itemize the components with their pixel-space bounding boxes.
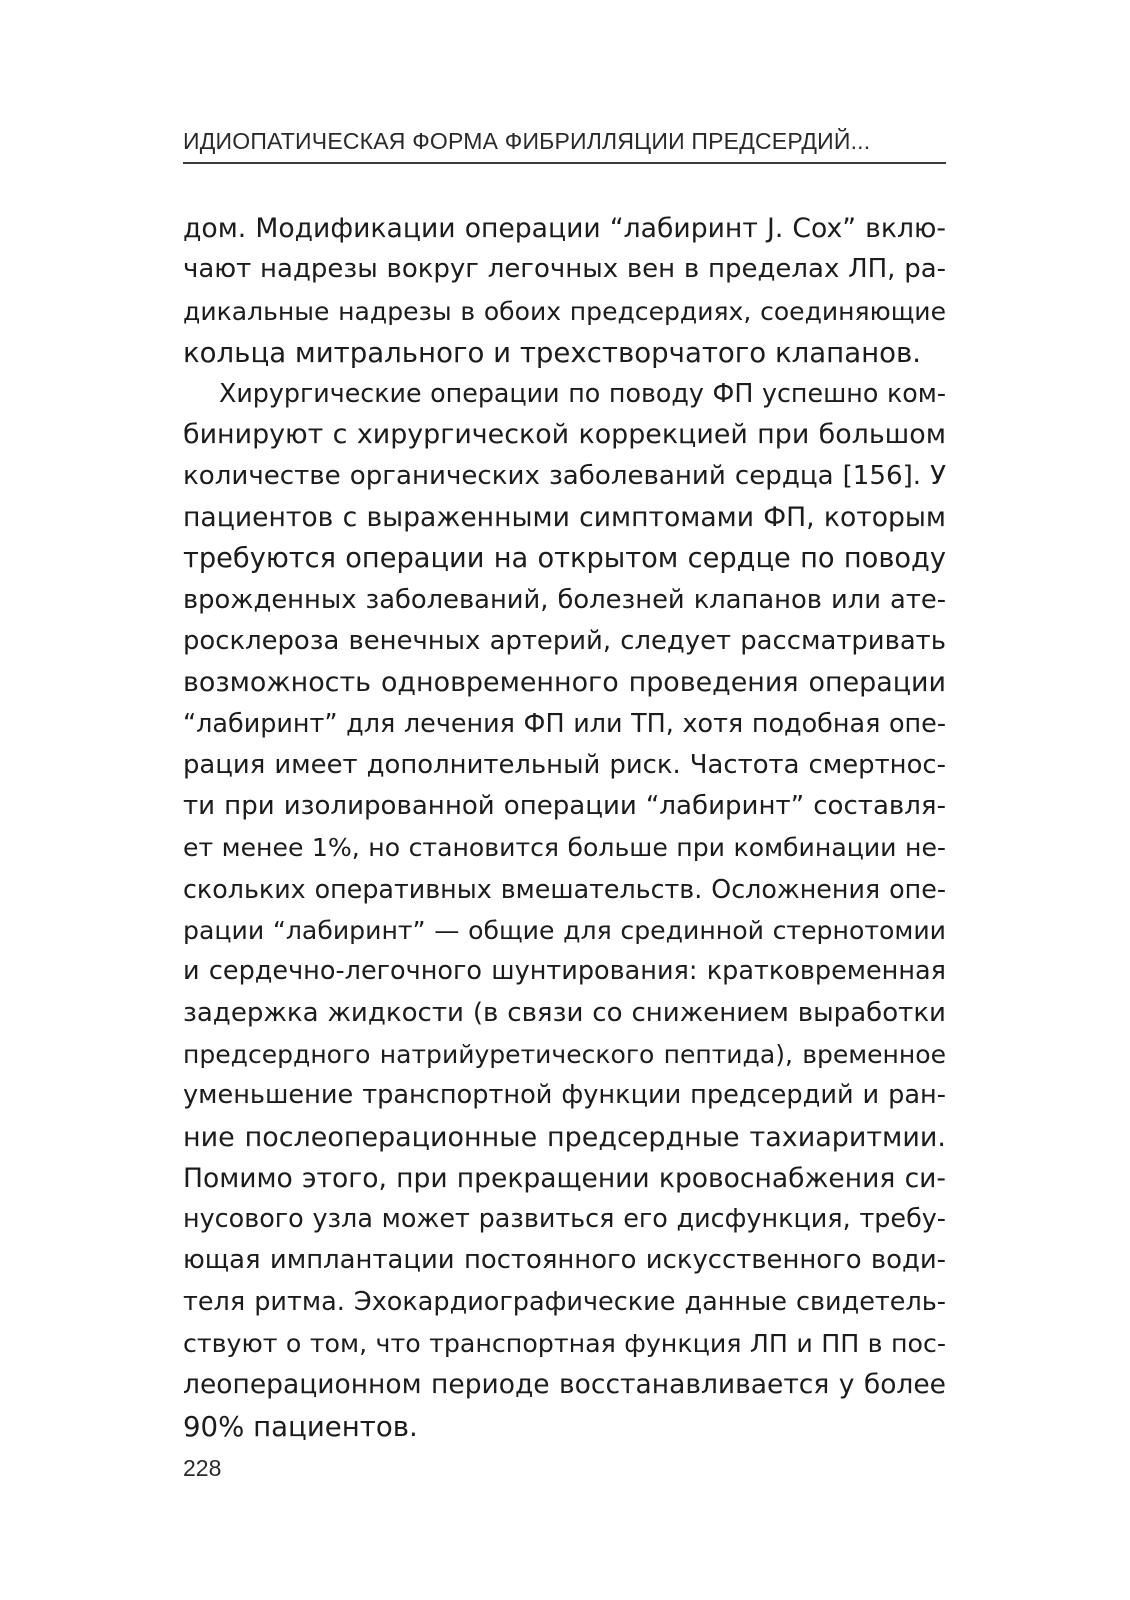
text-line: 90% пациентов. (183, 1409, 418, 1443)
text-line: рации “лабиринт” — общие для срединной стернотомии (183, 916, 946, 946)
text-line: ет менее 1%, но становится больше при комбинации не- (183, 833, 946, 863)
text-line: леоперационном периоде восстанавливается у более (183, 1369, 946, 1401)
text-line: задержка жидкости (в связи со снижением выработки (183, 997, 946, 1028)
text-line: нусового узла может развиться его дисфункция, требу- (183, 1204, 946, 1235)
body-text (183, 208, 946, 1447)
header-rule (183, 162, 946, 164)
text-line: бинируют с хирургической коррекцией при большом (183, 419, 946, 451)
text-line: кольца митрального и трехстворчатого клапанов. (183, 335, 922, 369)
page-number: 228 (183, 1455, 222, 1481)
text-line: и сердечно-легочного шунтирования: кратковременная (183, 956, 946, 987)
text-line: “лабиринт” для лечения ФП или ТП, хотя подобная опе- (183, 708, 946, 739)
text-line: количестве органических заболеваний сердца [156]. У (183, 460, 946, 491)
text-line: скольких оперативных вмешательств. Осложнения опе- (183, 873, 946, 904)
text-line: дикальные надрезы в обоих предсердиях, соединяющие (183, 296, 946, 326)
text-line: теля ритма. Эхокардиографические данные свидетель- (183, 1286, 946, 1317)
text-line: возможность одновременного проведения операции (183, 667, 946, 699)
text-line: врожденных заболеваний, болезней клапанов или ате- (183, 584, 946, 615)
text-line: ние послеоперационные предсердные тахиаритмии. (183, 1121, 946, 1153)
text-line: ти при изолированной операции “лабиринт” составля- (183, 791, 946, 822)
text-line: дом. Модификации операции “лабиринт J. Cox” вклю- (183, 213, 946, 244)
text-line: пациентов с выраженными симптомами ФП, которым (183, 502, 946, 534)
text-line: требуются операции на открытом сердце по поводу (183, 543, 946, 575)
paragraph-1 (183, 208, 946, 373)
running-head: ИДИОПАТИЧЕСКАЯ ФОРМА ФИБРИЛЛЯЦИИ ПРЕДСЕРДИЙ... (183, 128, 871, 154)
paragraph-2 (183, 373, 946, 1447)
text-line: ющая имплантации постоянного искусственного води- (183, 1245, 946, 1276)
text-line: Помимо этого, при прекращении кровоснабжения си- (183, 1162, 946, 1194)
text-line: предсердного натрийуретического пептида), временное (183, 1039, 946, 1069)
text-line: рация имеет дополнительный риск. Частота смертнос- (183, 749, 946, 780)
text-line: чают надрезы вокруг легочных вен в пределах ЛП, ра- (183, 254, 946, 285)
text-line: Хирургические операции по поводу ФП успешно ком- (219, 378, 946, 409)
text-line: уменьшение транспортной функции предсердий и ран- (183, 1080, 946, 1111)
text-line: ствуют о том, что транспортная функция ЛП и ПП в пос- (183, 1329, 946, 1359)
text-line: росклероза венечных артерий, следует рассматривать (183, 625, 946, 656)
